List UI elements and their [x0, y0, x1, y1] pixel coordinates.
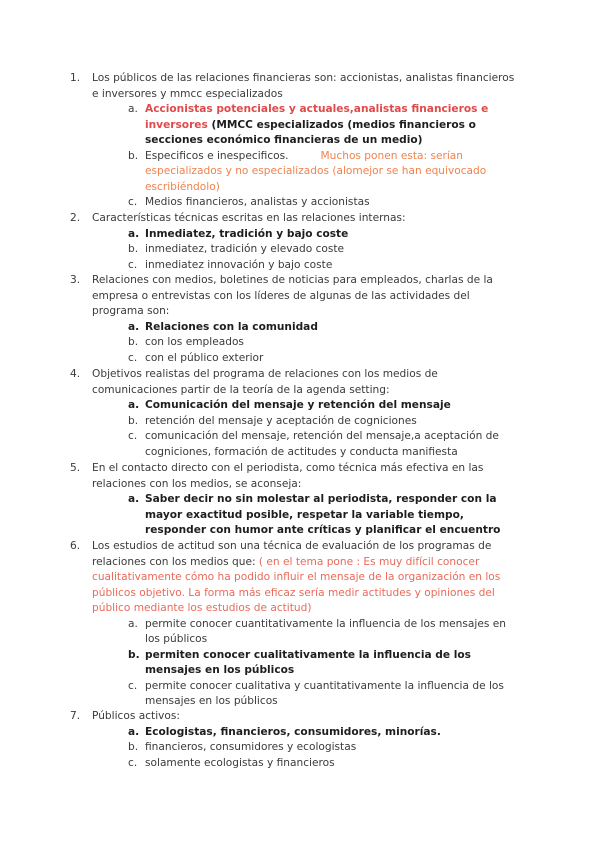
question-number: 6.	[70, 540, 81, 552]
option-c	[92, 679, 522, 710]
option-text: permiten conocer cualitativamente la influencia de los mensajes en los públicos	[145, 648, 471, 676]
question-number: 3.	[70, 274, 81, 286]
option-a	[92, 227, 522, 243]
option-c	[92, 756, 522, 772]
option-list	[92, 617, 522, 710]
option-letter: c.	[128, 756, 138, 769]
option-letter: b.	[128, 243, 139, 255]
option-letter: a.	[128, 493, 140, 505]
option-list	[92, 102, 522, 211]
option-letter: b.	[128, 336, 139, 348]
option-b	[92, 740, 522, 756]
question-number: 1.	[70, 72, 81, 84]
option-letter: a.	[128, 725, 140, 738]
question-7	[70, 709, 522, 771]
option-text: permite conocer cuantitativamente la influencia de los mensajes en los públicos	[145, 617, 506, 645]
option-letter: b.	[128, 414, 139, 427]
option-highlight: Accionistas potenciales y actuales,analistas financieros e inversores	[145, 103, 489, 131]
option-letter: c.	[128, 430, 138, 442]
option-note: Muchos ponen esta: serían especializados y no especializados (alomejor se han equivocado escribiéndolo)	[145, 149, 487, 193]
option-letter: b.	[128, 648, 140, 661]
question-text: Públicos activos:	[92, 710, 180, 722]
option-a	[92, 725, 522, 741]
option-list	[92, 320, 522, 367]
question-number: 2.	[70, 212, 81, 224]
option-list	[92, 492, 522, 539]
option-a	[92, 617, 522, 648]
option-list	[92, 398, 522, 460]
question-1	[70, 71, 522, 211]
question-note: ( en el tema pone : Es muy difícil conocer cualitativamente cómo ha podido influir el mensaje de la organización en los públicos objetivo. La forma más eficaz sería medir actitudes y opiniones del público mediante los estudios de actitud)	[92, 555, 501, 614]
option-text: inmediatez innovación y bajo coste	[145, 258, 333, 271]
option-text: Ecologistas, financieros, consumidores, minorías.	[145, 725, 441, 738]
option-text: comunicación del mensaje, retención del mensaje,a aceptación de cogniciones, formación de actitudes y conducta manifiesta	[145, 430, 499, 458]
option-text: Saber decir no sin molestar al periodista, responder con la mayor exactitud posible, respetar la variable tiempo, responder con humor ante críticas y planificar el encuentro	[145, 493, 501, 536]
question-2	[70, 211, 522, 273]
option-letter: b.	[128, 149, 139, 162]
question-text: Objetivos realistas del programa de relaciones con los medios de comunicaciones partir de la teoría de la agenda setting:	[92, 368, 438, 396]
option-letter: a.	[128, 103, 138, 115]
option-a	[92, 102, 522, 149]
question-text: Los públicos de las relaciones financieras son: accionistas, analistas financieros e inversores y mmcc especializados	[92, 72, 515, 100]
option-b	[92, 335, 522, 351]
option-a	[92, 320, 522, 336]
question-number: 4.	[70, 368, 81, 380]
question-number: 7.	[70, 710, 81, 722]
question-text: Características técnicas escritas en las relaciones internas:	[92, 212, 406, 224]
question-text	[92, 539, 522, 617]
option-letter: c.	[128, 258, 138, 271]
option-c	[92, 351, 522, 367]
option-letter: c.	[128, 196, 138, 208]
option-letter: b.	[128, 741, 139, 753]
option-letter: a.	[128, 617, 138, 630]
option-text: inmediatez, tradición y elevado coste	[145, 243, 345, 255]
option-a	[92, 492, 522, 539]
option-text: Especificos e inespecificos.	[145, 149, 289, 162]
question-3	[70, 273, 522, 366]
option-text: Inmediatez, tradición y bajo coste	[145, 227, 349, 240]
option-text: retención del mensaje y aceptación de cogniciones	[145, 414, 417, 427]
option-letter: a.	[128, 399, 140, 411]
option-b	[92, 648, 522, 679]
option-c	[92, 429, 522, 460]
question-6	[70, 539, 522, 710]
option-b	[92, 414, 522, 430]
question-text: Relaciones con medios, boletines de noticias para empleados, charlas de la empresa o entrevistas con los líderes de algunas de las actividades del programa son:	[92, 274, 493, 317]
option-text: permite conocer cualitativa y cuantitativamente la influencia de los mensajes en los públicos	[145, 679, 504, 707]
option-letter: a.	[128, 320, 140, 333]
option-text: con el público exterior	[145, 351, 264, 364]
option-text: Medios financieros, analistas y accionistas	[145, 196, 370, 208]
option-letter: c.	[128, 679, 138, 692]
question-text: En el contacto directo con el periodista, como técnica más efectiva en las relaciones con los medios, se aconseja:	[92, 462, 484, 490]
option-text: Relaciones con la comunidad	[145, 320, 318, 333]
option-text: (MMCC especializados (medios financieros o secciones económico financieras de un medio)	[145, 118, 476, 146]
option-text: solamente ecologistas y financieros	[145, 756, 335, 769]
option-b	[92, 149, 522, 196]
option-c	[92, 195, 522, 211]
option-c	[92, 258, 522, 274]
option-a	[92, 398, 522, 414]
option-letter: c.	[128, 351, 138, 364]
option-letter: a.	[128, 227, 140, 240]
question-4	[70, 367, 522, 460]
question-number: 5.	[70, 462, 81, 474]
question-text-main: Los estudios de actitud son una técnica de evaluación de los programas de relaciones con los medios que:	[92, 540, 492, 568]
option-list	[92, 725, 522, 772]
option-text: Comunicación del mensaje y retención del mensaje	[145, 399, 451, 411]
option-text: con los empleados	[145, 336, 244, 348]
option-b	[92, 242, 522, 258]
option-text: financieros, consumidores y ecologistas	[145, 741, 357, 753]
option-list	[92, 227, 522, 274]
question-5	[70, 461, 522, 539]
